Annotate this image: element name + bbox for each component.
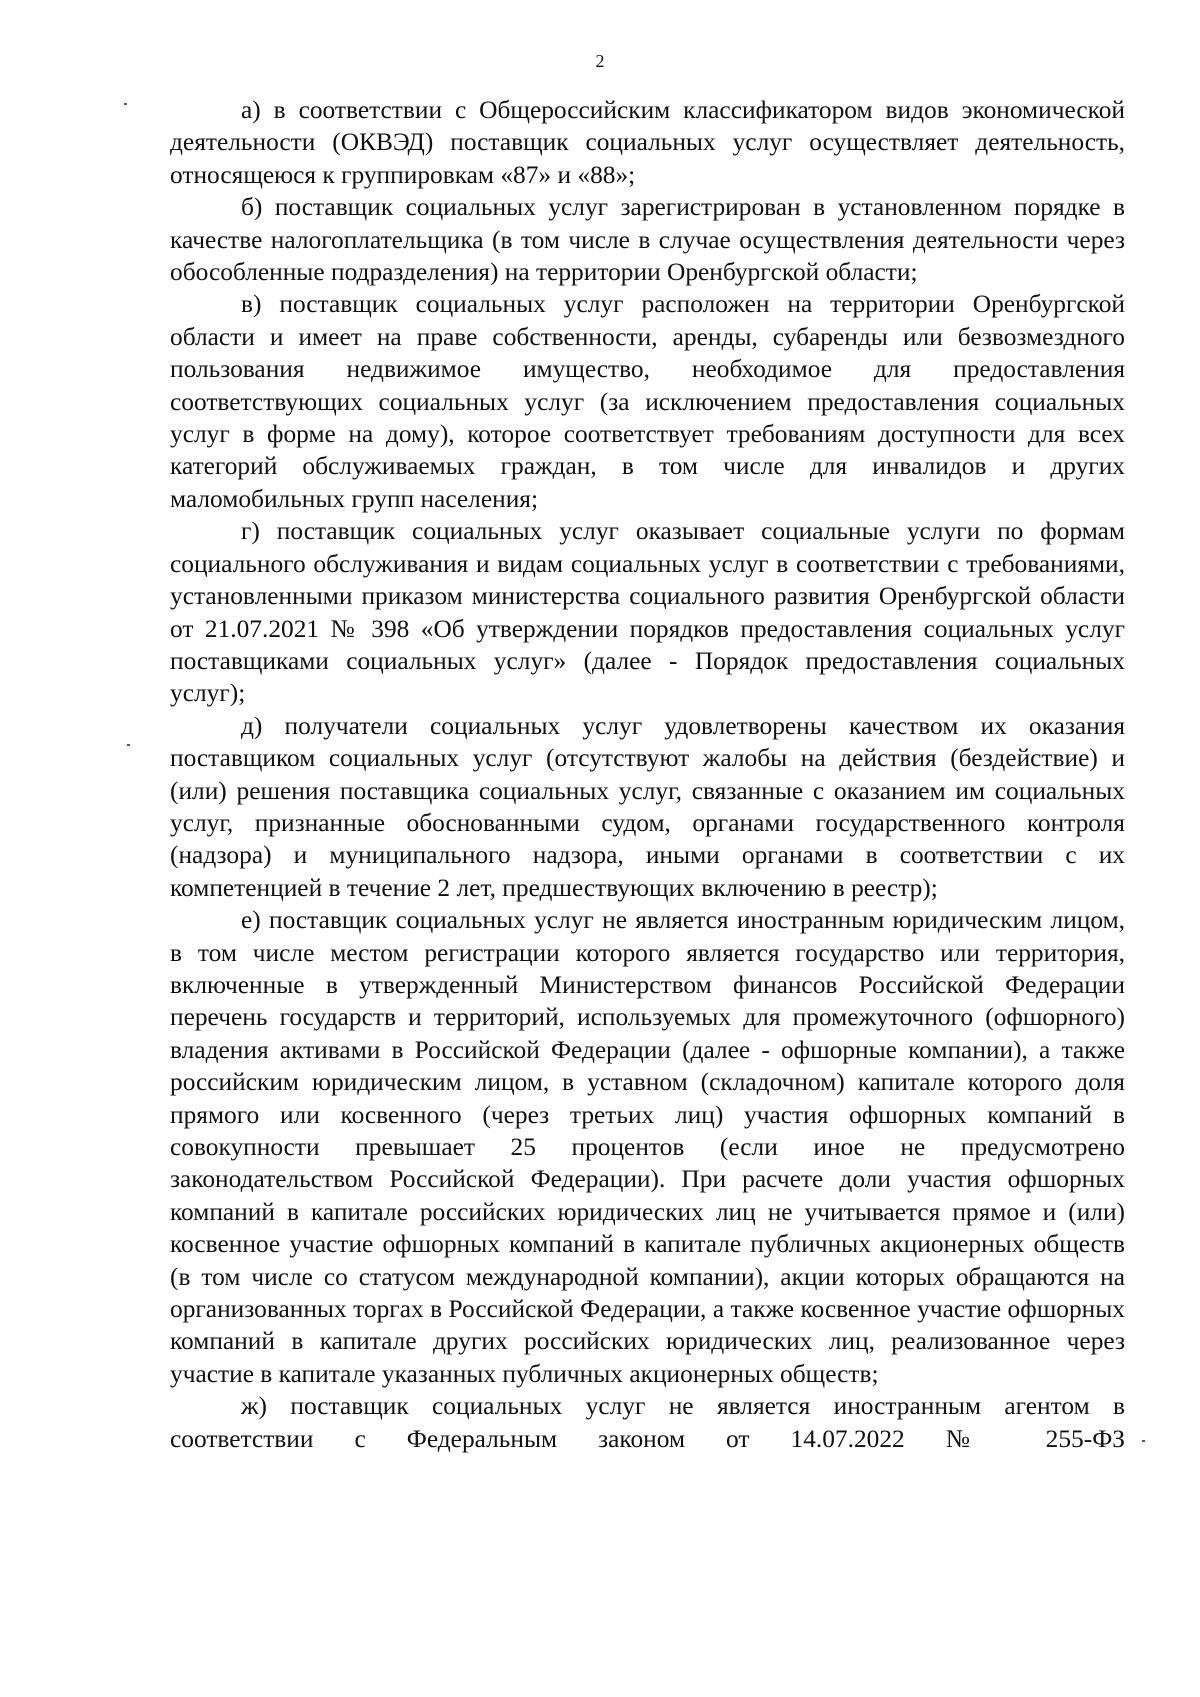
page-number: 2: [595, 51, 605, 71]
scan-speck: [127, 744, 130, 746]
scan-speck: [1142, 1440, 1145, 1442]
paragraph-g: г) поставщик социальных услуг оказывает социальные услуги по формам социального обслуживания и видам социальных услуг в соответствии с требованиями, установленными приказом министерства социального развития Оренбургской области от 21.07.2021 № 398 «Об утверждении порядков предоставления социальных услуг поставщиками социальных услуг» (далее - Порядок предоставления социальных услуг);: [170, 517, 1125, 708]
paragraph-d: д) получатели социальных услуг удовлетворены качеством их оказания поставщиком социальных услуг (отсутствуют жалобы на действия (бездействие) и (или) решения поставщика социальных услуг, связанные с оказанием им социальных услуг, признанные обоснованными судом, органами государственного контроля (надзора) и муниципального надзора, иными органами в соответствии с их компетенцией в течение 2 лет, предшествующих включению в реестр);: [170, 711, 1125, 902]
paragraph-zh: ж) поставщик социальных услуг не является иностранным агентом в соответствии с Федеральным законом от 14.07.2022 № 255-ФЗ: [170, 1392, 1125, 1453]
paragraph-b: б) поставщик социальных услуг зарегистрирован в установленном порядке в качестве налогоплательщика (в том числе в случае осуществления деятельности через обособленные подразделения) на территории Оренбургской области;: [170, 193, 1125, 287]
paragraph-v: в) поставщик социальных услуг расположен на территории Оренбургской области и имеет на праве собственности, аренды, субаренды или безвозмездного пользования недвижимое имущество, необходимое для предоставления соответствующих социальных услуг (за исключением предоставления социальных услуг в форме на дому), которое соответствует требованиям доступности для всех категорий обслуживаемых граждан, в том числе для инвалидов и других маломобильных групп населения;: [170, 290, 1125, 513]
paragraph-e: е) поставщик социальных услуг не является иностранным юридическим лицом, в том числе местом регистрации которого является государство или территория, включенные в утвержденный Министерством финансов Российской Федерации перечень государств и территорий, используемых для промежуточного (офшорного) владения активами в Российской Федерации (далее - офшорные компании), а также российским юридическим лицом, в уставном (складочном) капитале которого доля прямого или косвенного (через третьих лиц) участия офшорных компаний в совокупности превышает 25 процентов (если иное не предусмотрено законодательством Российской Федерации). При расчете доли участия офшорных компаний в капитале российских юридических лиц не учитывается прямое и (или) косвенное участие офшорных компаний в капитале публичных акционерных обществ (в том числе со статусом международной компании), акции которых обращаются на организованных торгах в Российской Федерации, а также косвенное участие офшорных компаний в капитале других российских юридических лиц, реализованное через участие в капитале указанных публичных акционерных обществ;: [170, 906, 1125, 1388]
scan-speck: [124, 103, 127, 105]
document-body: [170, 94, 1125, 1455]
paragraph-a: а) в соответствии с Общероссийским классификатором видов экономической деятельности (ОКВЭД) поставщик социальных услуг осуществляет деятельность, относящеюся к группировкам «87» и «88»;: [170, 96, 1125, 189]
